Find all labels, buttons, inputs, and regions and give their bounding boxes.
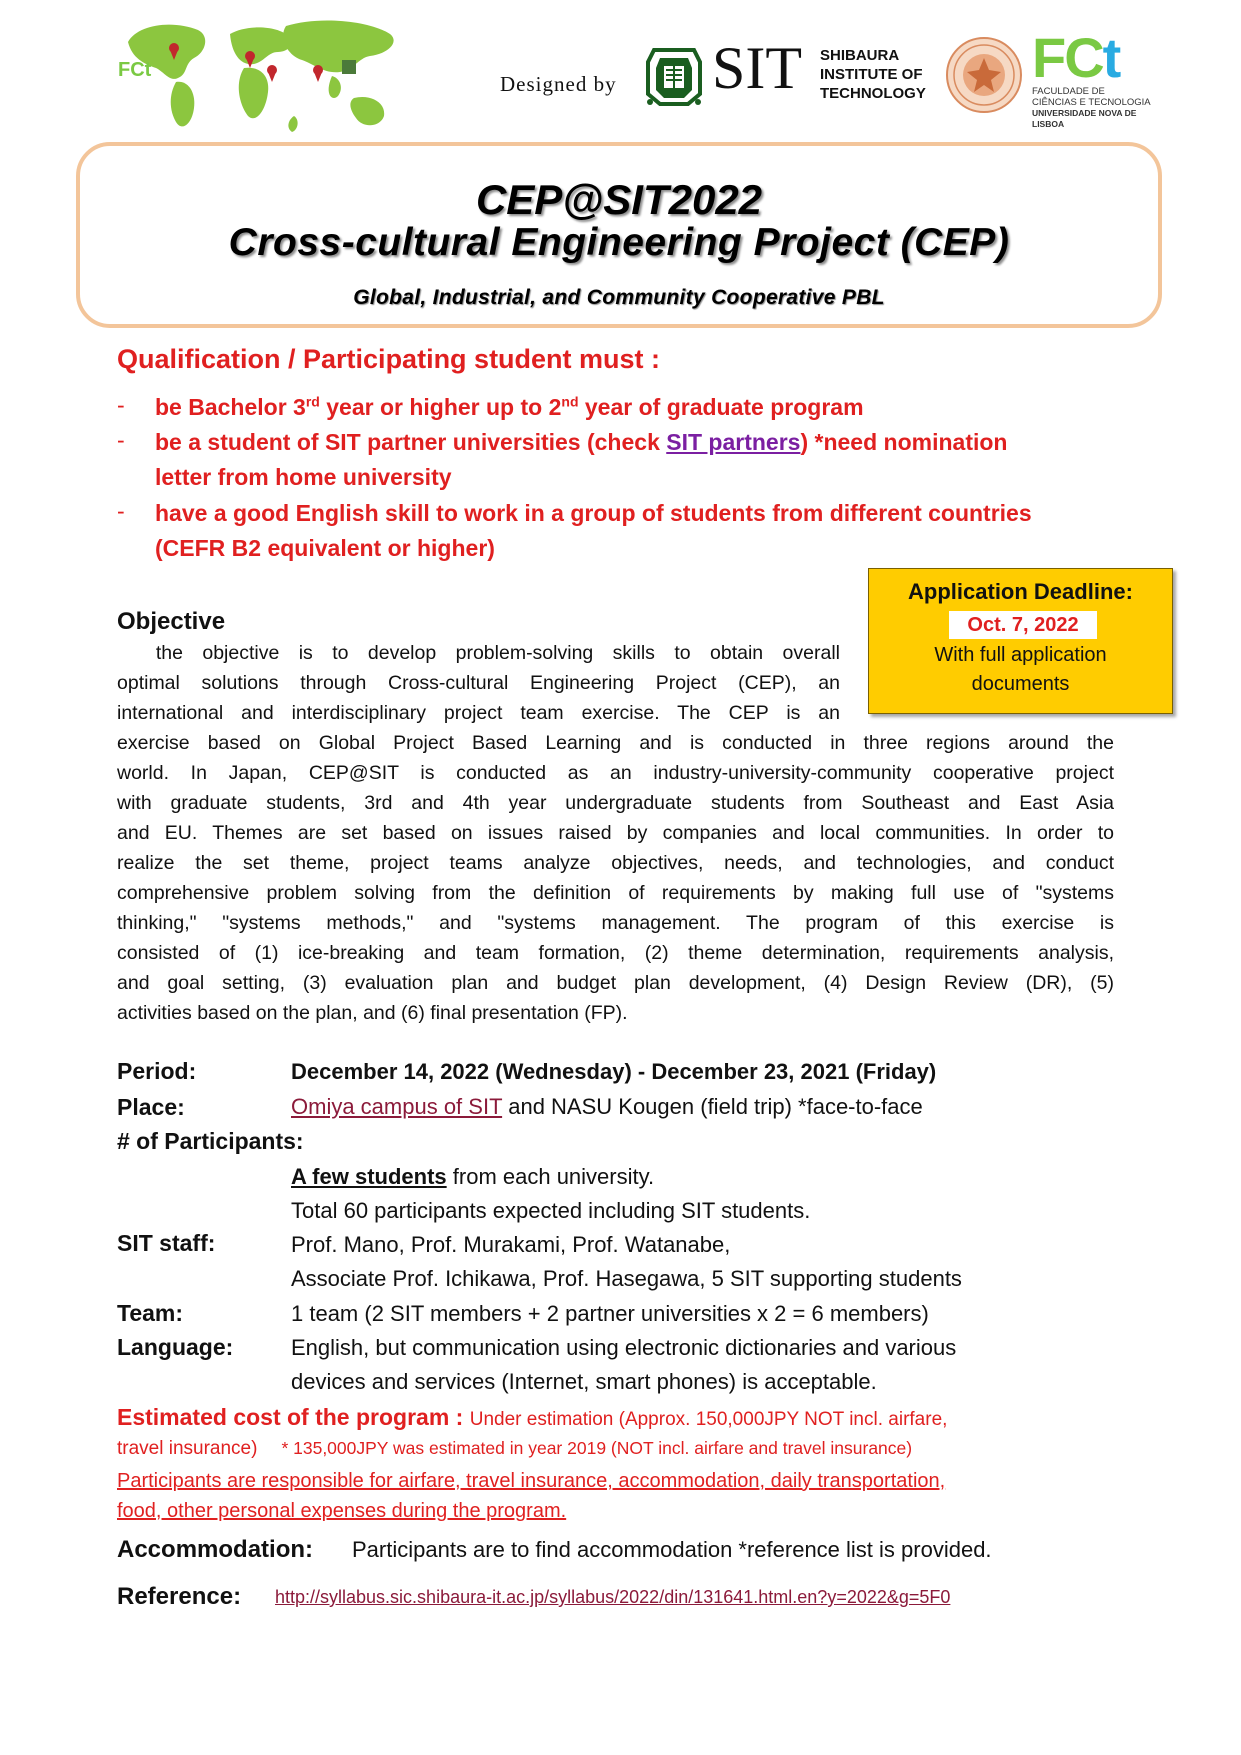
list-bullet: - [117,392,125,418]
fct-sub-line: CIÊNCIAS E TECNOLOGIA [1032,97,1151,108]
qualification-text: year of graduate program [578,394,864,420]
fct-logo [1032,26,1164,129]
university-seal-logo [945,36,1023,114]
cost-value: travel insurance) [117,1438,258,1459]
page-tagline: Global, Industrial, and Community Cooperative PBL [353,286,885,309]
deadline-note [869,641,1172,699]
qualification-item-3 [155,496,1115,566]
list-bullet: - [117,498,125,524]
list-bullet: - [117,427,125,453]
qualification-heading: Qualification / Participating student must : [117,344,661,374]
place-value [291,1090,923,1124]
sit-name-line: TECHNOLOGY [820,85,926,102]
fct-sub-line: FACULDADE DE [1032,86,1105,97]
team-label: Team: [117,1300,184,1326]
participants-label: # of Participants: [117,1128,304,1154]
objective-line: international and interdisciplinary project team exercise. The CEP is an [117,702,840,724]
language-line: devices and services (Internet, smart phones) is acceptable. [291,1369,877,1394]
qualification-text: ) *need nomination [800,429,1008,455]
sit-wordmark: SIT [712,35,802,101]
staff-line: Associate Prof. Ichikawa, Prof. Hasegawa, 5 SIT supporting students [291,1266,962,1291]
accommodation-value: Participants are to find accommodation *reference list is provided. [352,1537,992,1562]
cost-line [117,1438,912,1460]
title-box [76,142,1162,328]
qualification-item-2 [155,425,1115,495]
deadline-box [868,568,1173,714]
sit-staff-value [291,1228,962,1296]
page-subtitle: Cross-cultural Engineering Project (CEP) [228,221,1010,264]
language-line: English, but communication using electronic dictionaries and various [291,1335,957,1360]
cost-note: * 135,000JPY was estimated in year 2019 (NOT incl. airfare and travel insurance) [281,1438,913,1458]
reference-label: Reference: [117,1583,242,1610]
sit-name-line: SHIBAURA [820,47,900,64]
qualification-text: be a student of SIT partner universities (check [155,429,667,455]
period-label: Period: [117,1058,197,1084]
objective-line: thinking," "systems methods," and "systems management. The program of this exercise is [117,912,1114,934]
sit-emblem-icon [640,42,708,110]
objective-line: the objective is to develop problem-solving skills to obtain overall [117,642,840,664]
designed-by-label: Designed by [500,72,617,96]
fct-mark: FCt [1032,26,1120,89]
team-value: 1 team (2 SIT members + 2 partner universities x 2 = 6 members) [291,1301,929,1326]
staff-line: Prof. Mano, Prof. Murakami, Prof. Watanabe, [291,1232,731,1257]
qualification-text: letter from home university [155,464,452,490]
fct-sub-line: UNIVERSIDADE NOVA DE LISBOA [1032,108,1137,129]
participants-text: from each university. [446,1164,655,1189]
objective-line: and EU. Themes are set based on issues raised by companies and local communities. In order to [117,822,1114,844]
objective-line: exercise based on Global Project Based Learning and is conducted in three regions around the [117,732,1114,754]
language-label: Language: [117,1334,234,1360]
cost-label: Estimated cost of the program : [117,1404,470,1430]
language-value [291,1331,956,1399]
superscript: rd [305,393,320,410]
deadline-date: Oct. 7, 2022 [949,611,1097,639]
world-map-logo [118,12,400,136]
objective-line: consisted of (1) ice-breaking and team formation, (2) theme determination, requirements analysis, [117,942,1114,964]
objective-line: comprehensive problem solving from the definition of requirements by making full use of "systems [117,882,1114,904]
qualification-text: (CEFR B2 equivalent or higher) [155,535,495,561]
superscript: nd [561,393,579,410]
qualification-text: be Bachelor 3 [155,394,306,420]
objective-line: optimal solutions through Cross-cultural Engineering Project (CEP), an [117,672,840,694]
place-label: Place: [117,1094,185,1120]
reference-link[interactable]: http://syllabus.sic.shibaura-it.ac.jp/syllabus/2022/din/131641.html.en?y=2022&g=5F0 [275,1587,951,1607]
sit-name-line: INSTITUTE OF [820,66,923,83]
qualification-text: year or higher up to 2 [319,394,562,420]
page-title: CEP@SIT2022 [475,176,763,223]
few-students-text: A few students [291,1164,447,1189]
responsibility-line: Participants are responsible for airfare, travel insurance, accommodation, daily transportation, [117,1470,946,1492]
deadline-note-line: documents [971,673,1070,695]
qualification-item-1 [155,390,1115,425]
cost-line [117,1404,947,1431]
place-text: and NASU Kougen (field trip) *face-to-face [502,1094,923,1119]
objective-line: world. In Japan, CEP@SIT is conducted as an industry-university-community cooperative project [117,762,1114,784]
objective-line: activities based on the plan, and (6) final presentation (FP). [117,1002,628,1024]
cost-value: Under estimation (Approx. 150,000JPY NOT incl. airfare, [469,1409,948,1430]
deadline-title: Application Deadline: [908,579,1133,604]
sit-partners-link[interactable]: SIT partners [666,429,801,455]
objective-line: with graduate students, 3rd and 4th year undergraduate students from Southeast and East Asia [117,792,1114,814]
objective-line: and goal setting, (3) evaluation plan and budget plan development, (4) Design Review (DR), (5) [117,972,1114,994]
sit-staff-label: SIT staff: [117,1230,216,1256]
objective-line: realize the set theme, project teams analyze objectives, needs, and technologies, and conduct [117,852,1114,874]
omiya-campus-link[interactable]: Omiya campus of SIT [291,1094,503,1119]
sit-fullname [820,46,926,103]
map-fct-mark: FCt [118,59,152,81]
accommodation-label: Accommodation: [117,1536,314,1563]
objective-heading: Objective [117,608,226,635]
participants-text: Total 60 participants expected including SIT students. [291,1198,811,1223]
responsibility-line: food, other personal expenses during the program. [117,1500,567,1522]
deadline-note-line: With full application [934,644,1107,666]
period-value: December 14, 2022 (Wednesday) - December 23, 2021 (Friday) [291,1059,937,1084]
participants-value [291,1160,810,1228]
qualification-text: have a good English skill to work in a group of students from different countries [155,500,1032,526]
